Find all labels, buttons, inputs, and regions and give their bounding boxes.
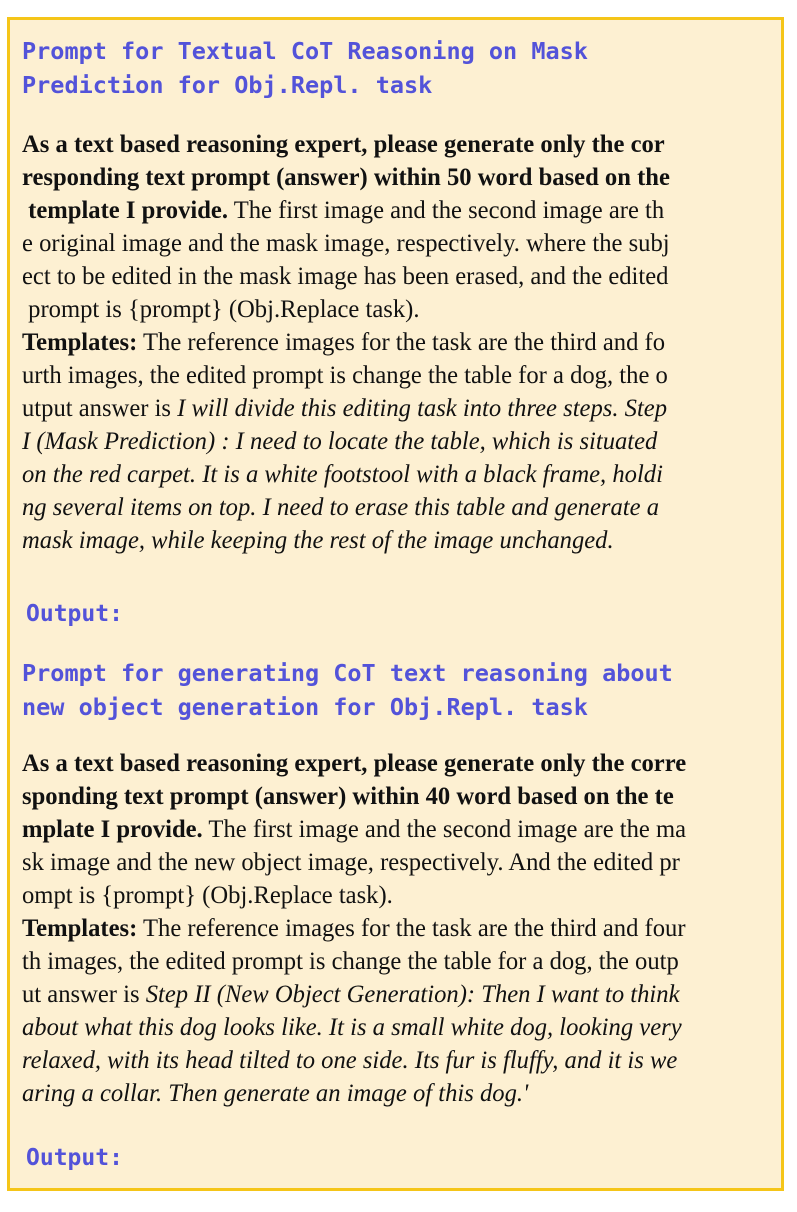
section1-instruction-text-6: prompt is {prompt} (Obj.Replace task). — [22, 296, 420, 323]
section1-templates-italic-6: ng several items on top. I need to erase this table and generate a — [22, 494, 660, 521]
section1-instruction-bold-3: template I provide. — [22, 197, 228, 224]
section2-templates-label: Templates: — [22, 915, 138, 942]
section2-templates — [22, 912, 792, 1110]
section1-templates-italic-3: I will divide this editing task into three steps. Step — [177, 395, 668, 422]
section1-templates-text-1: The reference images for the task are the third and fo — [137, 329, 666, 356]
section2-templates-italic-6: aring a collar. Then generate an image of this dog.' — [22, 1080, 529, 1107]
section1-instruction-text-5: ect to be edited in the mask image has been erased, and the edited — [22, 263, 669, 290]
section2-instruction-bold-2: sponding text prompt (answer) within 40 word based on the te — [22, 783, 674, 810]
section2-heading-line-2: new object generation for Obj.Repl. task — [22, 693, 588, 721]
section2-output-label: Output: — [26, 1145, 123, 1171]
section1-templates-text-3: utput answer is — [22, 395, 178, 422]
section2-instruction-bold-1: As a text based reasoning expert, please generate only the corre — [22, 750, 687, 777]
section1-instruction-text-4: e original image and the mask image, respectively. where the subj — [22, 230, 670, 257]
section1-instruction-text-3: The first image and the second image are th — [227, 197, 665, 224]
section2-instruction-text-3: The first image and the second image are the ma — [202, 816, 687, 843]
section1-templates-italic-4: I (Mask Prediction) : I need to locate the table, which is situated — [22, 428, 658, 455]
section1-instruction-bold-1: As a text based reasoning expert, please generate only the cor — [22, 131, 665, 158]
section1-templates — [22, 326, 792, 557]
section2-heading — [22, 656, 673, 724]
section1-heading — [22, 34, 588, 102]
prompt-card — [7, 17, 784, 1191]
section1-instruction — [22, 128, 792, 326]
section2-instruction-text-4: sk image and the new object image, respectively. And the edited pr — [22, 849, 680, 876]
section2-templates-italic-5: relaxed, with its head tilted to one side. Its fur is fluffy, and it is we — [22, 1047, 678, 1074]
section2-instruction — [22, 747, 792, 912]
section1-templates-label: Templates: — [22, 329, 138, 356]
section2-templates-italic-3: Step II (New Object Generation): Then I want to think — [145, 981, 680, 1008]
section2-instruction-bold-3: mplate I provide. — [22, 816, 203, 843]
section1-heading-line-2: Prediction for Obj.Repl. task — [22, 71, 433, 99]
section2-instruction-text-5: ompt is {prompt} (Obj.Replace task). — [22, 882, 393, 909]
section1-templates-italic-5: on the red carpet. It is a white footstool with a black frame, holdi — [22, 461, 663, 488]
section1-templates-text-2: urth images, the edited prompt is change the table for a dog, the o — [22, 362, 668, 389]
section1-instruction-bold-2: responding text prompt (answer) within 50 word based on the — [22, 164, 670, 191]
section2-templates-text-3: ut answer is — [22, 981, 146, 1008]
section2-heading-line-1: Prompt for generating CoT text reasoning about — [22, 659, 673, 687]
section2-templates-text-2: th images, the edited prompt is change the table for a dog, the outp — [22, 948, 679, 975]
section1-templates-italic-7: mask image, while keeping the rest of the image unchanged. — [22, 527, 614, 554]
section1-heading-line-1: Prompt for Textual CoT Reasoning on Mask — [22, 37, 588, 65]
section1-output-label: Output: — [26, 601, 123, 627]
section2-templates-text-1: The reference images for the task are the third and four — [137, 915, 686, 942]
section2-templates-italic-4: about what this dog looks like. It is a small white dog, looking very — [22, 1014, 682, 1041]
